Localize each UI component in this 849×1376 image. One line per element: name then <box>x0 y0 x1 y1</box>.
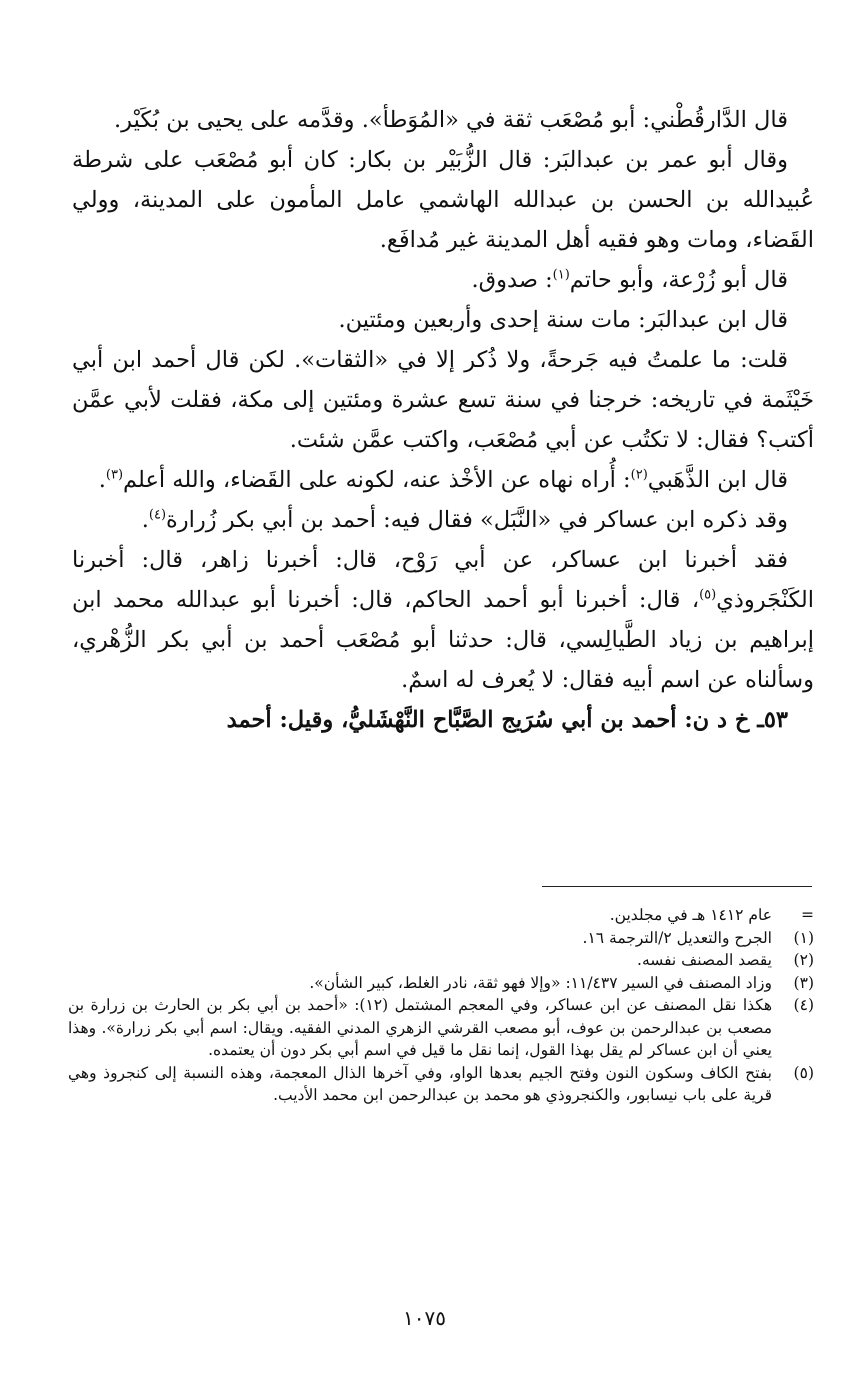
paragraph-dhahabi <box>72 460 814 500</box>
paragraph-text: قال ابن عبدالبَر: مات سنة إحدى وأربعين ومئتين. <box>338 307 788 333</box>
paragraph-text-tail: . <box>141 507 149 533</box>
footnote-ref-4[interactable]: (٤) <box>148 507 167 523</box>
footnote-text: يقصد المصنف نفسه. <box>637 951 772 969</box>
footnote-ref-3[interactable]: (٣) <box>105 467 124 483</box>
paragraph-text: وقال أبو عمر بن عبدالبَر: قال الزُّبَيْر بن بكار: كان أبو مُصْعَب على شرطة عُبيدالله بن الحسن بن عبدالله الهاشمي عامل المأمون على المدينة، وولي القَضاء، ومات وهو فقيه أهل المدينة غير مُدافَع. <box>72 147 814 253</box>
paragraph-ibn-asakir-nubal <box>72 500 814 540</box>
paragraph-text: قال أبو زُرْعة، وأبو حاتم <box>569 267 788 293</box>
paragraph-isnad <box>72 540 814 700</box>
footnote-text: الجرح والتعديل ٢/الترجمة ١٦. <box>582 928 772 947</box>
footnote-1 <box>68 927 814 950</box>
footnote-number: (١) <box>793 928 814 947</box>
paragraph-abu-zurah <box>72 260 814 300</box>
entry-heading-53: ٥٣ـ خ د ن: أحمد بن أبي سُرَيج الصَّبَّاح النَّهْشَليُّ، وقيل: أحمد <box>226 707 788 733</box>
footnote-3 <box>68 972 814 995</box>
paragraph-text-tail: ، قال: أخبرنا أبو أحمد الحاكم، قال: أخبرنا أبو عبدالله محمد ابن إبراهيم بن زياد الطَّيالِسي، قال: حدثنا أبو مُصْعَب أحمد بن أبي بكر الزُّهْري، وسألناه عن اسم أبيه فقال: لا يُعرف له اسمٌ. <box>72 587 814 693</box>
paragraph-death-year <box>72 300 814 340</box>
page-number: ١٠٧٥ <box>403 1306 446 1330</box>
footnote-number: (٣) <box>793 973 814 992</box>
footnote-2 <box>68 949 814 972</box>
footnote-separator <box>542 886 812 887</box>
footnote-text: هكذا نقل المصنف عن ابن عساكر، وفي المعجم المشتمل (١٢): «أحمد بن أبي بكر بن الحارث بن زرارة بن مصعب بن عبدالرحمن بن عوف، أبو مصعب القرشي الزهري المدني الفقيه. ويقال: اسم أبي بكر زرارة». وهذا يعني أن ابن عساكر لم يقل بهذا القول، إنما نقل ما قيل في اسم أبي بكر دون أن يعتمده. <box>68 996 773 1059</box>
footnote-4 <box>68 994 814 1062</box>
paragraph-ibn-abdilbarr-zubayr <box>72 140 814 260</box>
footnote-ref-2[interactable]: (٢) <box>630 467 648 483</box>
paragraph-text-tail: . <box>98 467 106 493</box>
main-text <box>72 100 814 740</box>
footnote-number: (٤) <box>793 996 814 1014</box>
footnotes <box>68 904 814 1107</box>
paragraph-daraqutni <box>72 100 814 140</box>
paragraph-text: قال الدَّارقُطْني: أبو مُصْعَب ثقة في «المُوَطأ». وقدَّمه على يحيى بن بُكَيْر. <box>114 107 788 133</box>
paragraph-qultu <box>72 340 814 460</box>
paragraph-text: وقد ذكره ابن عساكر في «النَّبَل» فقال فيه: أحمد بن أبي بكر زُرارة <box>166 507 788 533</box>
footnote-number: (٥) <box>793 1063 814 1082</box>
footnote-5 <box>68 1062 814 1107</box>
footnote-text: بفتح الكاف وسكون النون وفتح الجيم بعدها الواو، وفي آخرها الذال المعجمة، وهذه النسبة إلى كنجروذ وهي قرية على باب نيسابور، والكنجروذي هو محمد بن عبدالرحمن ابن محمد الأديب. <box>68 1063 772 1104</box>
paragraph-text-tail: : أُراه نهاه عن الأخْذ عنه، لكونه على القَضاء، والله أعلم <box>123 467 631 493</box>
footnote-continuation <box>68 904 814 927</box>
footnote-ref-1[interactable]: (١) <box>552 267 570 283</box>
paragraph-text-tail: : صدوق. <box>471 267 553 293</box>
footnote-text: عام ١٤١٢ هـ في مجلدين. <box>609 906 772 924</box>
paragraph-text: فقد أخبرنا ابن عساكر، عن أبي رَوْح، قال: أخبرنا زاهر، قال: أخبرنا الكَنْجَروذي <box>72 547 814 613</box>
footnote-number: (٢) <box>793 951 814 969</box>
paragraph-text: قال ابن الذَّهَبي <box>647 467 788 493</box>
footnote-number: = <box>801 906 814 924</box>
footnote-ref-5[interactable]: (٥) <box>699 587 717 603</box>
paragraph-text: قلت: ما علمتُ فيه جَرحةً، ولا ذُكر إلا في «الثقات». لكن قال أحمد ابن أبي خَيْثَمة في تاريخه: خرجنا في سنة تسع عشرة ومئتين إلى مكة، فقلت لأبي عمَّن أكتب؟ فقال: لا تكتُب عن أبي مُصْعَب، واكتب عمَّن شئت. <box>72 347 814 453</box>
footnote-text: وزاد المصنف في السير ١١/٤٣٧: «وإلا فهو ثقة، نادر الغلط، كبير الشأن». <box>309 973 772 992</box>
